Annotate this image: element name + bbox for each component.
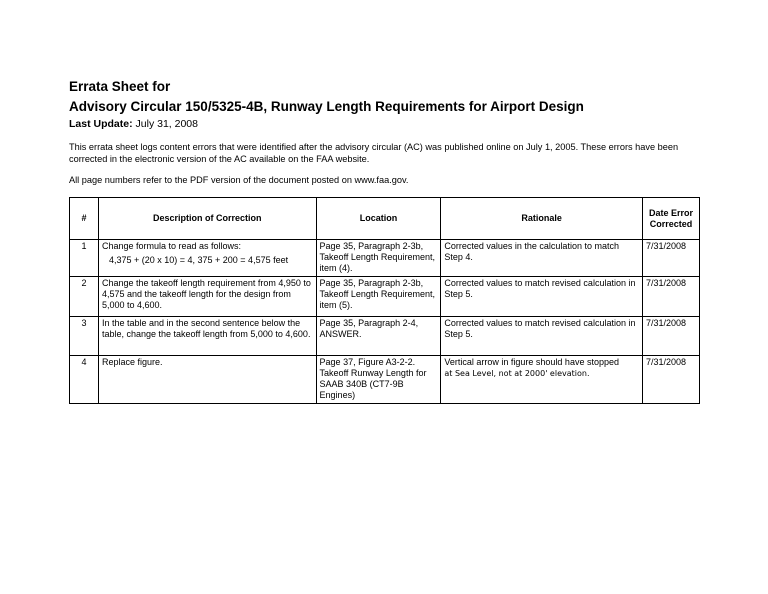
row-rationale: Corrected values to match revised calculation in Step 5.	[441, 317, 643, 356]
formula-text: 4,375 + (20 x 10) = 4, 375 + 200 = 4,575 feet	[108, 255, 289, 265]
pdf-note: All page numbers refer to the PDF version of the document posted on www.faa.gov.	[69, 175, 409, 185]
errata-table	[69, 197, 700, 404]
row-description: Replace figure.	[98, 356, 316, 404]
row-description: In the table and in the second sentence below the table, change the takeoff length from 5,000 to 4,600.	[98, 317, 316, 356]
table-row	[70, 277, 700, 317]
header-description: Description of Correction	[98, 198, 316, 240]
table-row	[70, 317, 700, 356]
row-num: 2	[70, 277, 99, 317]
intro-paragraph: This errata sheet logs content errors that were identified after the advisory circular (AC) was published online on July 1, 2005. These errors have been corrected in the electronic version of the AC available on the FAA website.	[69, 142, 679, 164]
table-row	[70, 356, 700, 404]
document-title: Advisory Circular 150/5325-4B, Runway Length Requirements for Airport Design	[69, 99, 584, 114]
title-line-1: Errata Sheet for	[69, 79, 171, 94]
table-header-row	[70, 198, 700, 240]
row-date: 7/31/2008	[642, 356, 699, 404]
last-update	[69, 118, 198, 130]
row-location: Page 37, Figure A3-2-2. Takeoff Runway Length for SAAB 340B (CT7-9B Engines)	[316, 356, 441, 404]
header-num: #	[70, 198, 99, 240]
row-rationale: Corrected values to match revised calculation in Step 5.	[441, 277, 643, 317]
header-location: Location	[316, 198, 441, 240]
row-location: Page 35, Paragraph 2-3b, Takeoff Length Requirement, item (4).	[316, 240, 441, 277]
row-num: 1	[70, 240, 99, 277]
header-rationale: Rationale	[441, 198, 643, 240]
rationale-text: Vertical arrow in figure should have stopped	[444, 357, 619, 367]
row-location: Page 35, Paragraph 2-4, ANSWER.	[316, 317, 441, 356]
row-rationale: Corrected values in the calculation to match Step 4.	[441, 240, 643, 277]
row-num: 4	[70, 356, 99, 404]
row-date: 7/31/2008	[642, 277, 699, 317]
table-row	[70, 240, 700, 277]
row-description	[98, 240, 316, 277]
header-date: Date Error Corrected	[642, 198, 699, 240]
row-num: 3	[70, 317, 99, 356]
last-update-value: July 31, 2008	[135, 118, 198, 130]
rationale-text-continued: at Sea Level, not at 2000' elevation.	[444, 369, 590, 378]
description-text: Change formula to read as follows:	[101, 241, 242, 251]
row-date: 7/31/2008	[642, 240, 699, 277]
last-update-label: Last Update:	[69, 118, 133, 130]
row-date: 7/31/2008	[642, 317, 699, 356]
row-rationale	[441, 356, 643, 404]
row-description: Change the takeoff length requirement from 4,950 to 4,575 and the takeoff length for the design from 5,000 to 4,600.	[98, 277, 316, 317]
row-location: Page 35, Paragraph 2-3b, Takeoff Length Requirement, item (5).	[316, 277, 441, 317]
